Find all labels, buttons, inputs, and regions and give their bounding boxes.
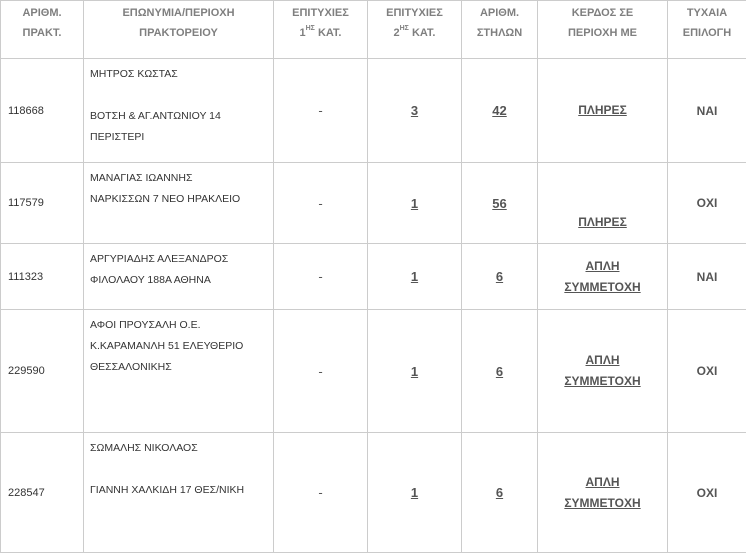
header-random-pick: ΤΥΧΑΙΑ ΕΠΙΛΟΓΗ: [668, 1, 746, 59]
agency-address-line: ΒΟΤΣΗ & ΑΓ.ΑΝΤΩΝΙΟΥ 14: [90, 110, 221, 122]
random-pick: ΝΑΙ: [668, 244, 746, 310]
wins-first-category: -: [274, 244, 368, 310]
wins-first-category: -: [274, 310, 368, 433]
payout-area: [538, 433, 668, 553]
agency-name: ΑΦΟΙ ΠΡΟΥΣΑΛΗ Ο.Ε.: [90, 319, 201, 331]
payout-area: [538, 310, 668, 433]
wins-second-link[interactable]: 1: [410, 363, 419, 379]
header-payout-area: ΚΕΡΔΟΣ ΣΕ ΠΕΡΙΟΧΗ ΜΕ: [538, 1, 668, 59]
agency-name: ΣΩΜΑΛΗΣ ΝΙΚΟΛΑΟΣ: [90, 442, 198, 454]
agency-address-line: ΠΕΡΙΣΤΕΡΙ: [90, 131, 145, 143]
agency-details: [84, 59, 274, 163]
random-pick: ΟΧΙ: [668, 310, 746, 433]
columns-count-link[interactable]: 42: [492, 103, 507, 118]
header-wins-second-category: ΕΠΙΤΥΧΙΕΣ $2^{H\Sigma}$ ΚΑΤ.: [368, 1, 462, 59]
columns-count-link[interactable]: 6: [495, 363, 504, 379]
columns-count: [462, 59, 538, 163]
agency-code: 229590: [1, 310, 84, 433]
agency-code: 117579: [1, 163, 84, 244]
table-row: [1, 244, 746, 310]
wins-second-category: [368, 244, 462, 310]
wins-second-link[interactable]: 3: [410, 103, 419, 118]
agency-details: [84, 163, 274, 244]
header-row: [1, 1, 746, 59]
wins-first-category: -: [274, 59, 368, 163]
columns-count-link[interactable]: 6: [495, 269, 504, 284]
wins-second-category: [368, 59, 462, 163]
wins-second-link[interactable]: 1: [410, 269, 419, 284]
columns-count-link[interactable]: 6: [495, 485, 504, 500]
random-pick: ΝΑΙ: [668, 59, 746, 163]
columns-count: [462, 163, 538, 244]
payout-link[interactable]: ΑΠΛΗ: [585, 474, 620, 489]
header-agency-code: ΑΡΙΘΜ. ΠΡΑΚΤ.: [1, 1, 84, 59]
table-row: [1, 433, 746, 553]
random-pick: ΟΧΙ: [668, 433, 746, 553]
header-wins-first-category: ΕΠΙΤΥΧΙΕΣ $1^{H\Sigma}$ ΚΑΤ.: [274, 1, 368, 59]
table-row: [1, 310, 746, 433]
payout-link[interactable]: ΑΠΛΗ: [585, 353, 620, 367]
columns-count-link[interactable]: 56: [492, 195, 507, 211]
payout-link[interactable]: ΣΥΜΜΕΤΟΧΗ: [564, 374, 641, 388]
agency-address-line: ΦΙΛΟΛΑΟΥ 188Α ΑΘΗΝΑ: [90, 274, 211, 286]
columns-count: [462, 310, 538, 433]
payout-link[interactable]: ΠΛΗΡΕΣ: [578, 103, 627, 117]
header-columns-count: ΑΡΙΘΜ. ΣΤΗΛΩΝ: [462, 1, 538, 59]
payout-link[interactable]: ΑΠΛΗ: [585, 258, 620, 273]
agency-details: [84, 433, 274, 553]
agency-code: 228547: [1, 433, 84, 553]
agency-code: 118668: [1, 59, 84, 163]
agency-name: ΜΗΤΡΟΣ ΚΩΣΤΑΣ: [90, 68, 178, 80]
wins-first-category: -: [274, 163, 368, 244]
payout-link[interactable]: ΠΛΗΡΕΣ: [578, 215, 627, 229]
agency-name: ΜΑΝΑΓΙΑΣ ΙΩΑΝΝΗΣ: [90, 172, 193, 184]
wins-second-category: [368, 163, 462, 244]
agency-details: [84, 310, 274, 433]
payout-link[interactable]: ΣΥΜΜΕΤΟΧΗ: [564, 279, 641, 294]
payout-area: [538, 59, 668, 163]
table-row: [1, 163, 746, 244]
wins-second-link[interactable]: 1: [410, 485, 419, 500]
table-row: [1, 59, 746, 163]
agency-address-line: ΝΑΡΚΙΣΣΩΝ 7 ΝΕΟ ΗΡΑΚΛΕΙΟ: [90, 193, 241, 205]
wins-second-link[interactable]: 1: [410, 195, 419, 211]
columns-count: [462, 244, 538, 310]
wins-second-category: [368, 433, 462, 553]
payout-link[interactable]: ΣΥΜΜΕΤΟΧΗ: [564, 495, 641, 510]
agency-name: ΑΡΓΥΡΙΑΔΗΣ ΑΛΕΞΑΝΔΡΟΣ: [90, 253, 229, 265]
agency-address-line: ΓΙΑΝΝΗ ΧΑΛΚΙΔΗ 17 ΘΕΣ/ΝΙΚΗ: [90, 484, 245, 496]
agency-code: 111323: [1, 244, 84, 310]
wins-second-category: [368, 310, 462, 433]
agency-address-line: Κ.ΚΑΡΑΜΑΝΛΗ 51 ΕΛΕΥΘΕΡΙΟ: [90, 340, 244, 352]
payout-area: [538, 244, 668, 310]
wins-first-category: -: [274, 433, 368, 553]
random-pick: ΟΧΙ: [668, 163, 746, 244]
agency-details: [84, 244, 274, 310]
header-agency-name: ΕΠΩΝΥΜΙΑ/ΠΕΡΙΟΧΗ ΠΡΑΚΤΟΡΕΙΟΥ: [84, 1, 274, 59]
payout-area: [538, 163, 668, 244]
agency-address-line: ΘΕΣΣΑΛΟΝΙΚΗΣ: [90, 361, 172, 373]
columns-count: [462, 433, 538, 553]
